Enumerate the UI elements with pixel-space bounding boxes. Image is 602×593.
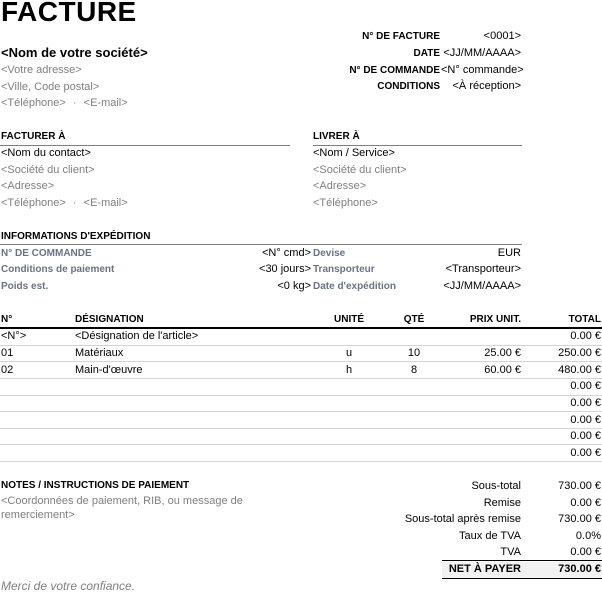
- ship-date-value[interactable]: <JJ/MM/AAAA>: [443, 280, 521, 292]
- currency-label: Devise: [313, 248, 346, 259]
- row-qty: 10: [407, 347, 421, 359]
- row-total: 0.00 €: [570, 447, 601, 459]
- shipping-order-label: N° DE COMMANDE: [1, 248, 92, 259]
- col-header-no: N°: [1, 314, 13, 325]
- ship-to-company: <Société du client>: [313, 164, 407, 176]
- row-designation: <Désignation de l'article>: [75, 330, 199, 342]
- row-unit: h: [345, 364, 353, 376]
- col-header-unit: UNITÉ: [334, 314, 364, 325]
- company-address: <Votre adresse>: [1, 64, 82, 76]
- row-total: 0.00 €: [570, 380, 601, 392]
- ship-to-phone: <Téléphone>: [313, 197, 378, 209]
- table-header-rule: [0, 327, 602, 329]
- separator-dot: ·: [72, 197, 77, 209]
- row-no: <N°>: [1, 330, 27, 342]
- row-total: 0.00 €: [570, 397, 601, 409]
- grand-total-top-rule: [442, 560, 602, 561]
- currency-value[interactable]: EUR: [497, 247, 521, 259]
- shipping-heading: INFORMATIONS D'EXPÉDITION: [1, 231, 151, 242]
- bill-to-contact: <Nom du contact>: [1, 147, 91, 159]
- order-number-label: N° DE COMMANDE: [349, 65, 440, 76]
- invoice-title: FACTURE: [1, 0, 137, 27]
- bill-to-phone: <Téléphone>: [1, 197, 66, 209]
- invoice-date-label: DATE: [413, 48, 440, 59]
- company-contact: [1, 97, 128, 109]
- weight-value[interactable]: <0 kg>: [277, 280, 311, 292]
- row-qty: 8: [410, 364, 418, 376]
- conditions-label: CONDITIONS: [377, 81, 440, 92]
- vat-value: 0.00 €: [570, 546, 601, 558]
- row-divider: [0, 395, 602, 396]
- row-total: 0.00 €: [570, 330, 601, 342]
- row-divider: [0, 378, 602, 379]
- bill-to-company: <Société du client>: [1, 164, 95, 176]
- row-no: 01: [1, 347, 14, 359]
- payment-terms-value[interactable]: <30 jours>: [259, 263, 311, 275]
- vat-label: TVA: [500, 546, 521, 558]
- ship-to-name: <Nom / Service>: [313, 147, 395, 159]
- company-email: <E-mail>: [83, 97, 128, 109]
- bill-to-rule: [0, 145, 290, 146]
- order-number-value[interactable]: <N° commande>: [441, 64, 524, 76]
- ship-to-rule: [313, 145, 522, 146]
- bill-to-address: <Adresse>: [1, 180, 55, 192]
- col-header-designation: DÉSIGNATION: [75, 314, 144, 325]
- company-city: <Ville, Code postal>: [1, 81, 100, 93]
- company-name: <Nom de votre société>: [1, 45, 148, 60]
- row-divider: [0, 345, 602, 346]
- row-divider: [0, 411, 602, 412]
- col-header-total: TOTAL: [568, 314, 601, 325]
- col-header-price: PRIX UNIT.: [469, 314, 521, 325]
- row-divider: [0, 444, 602, 445]
- vat-rate-label: Taux de TVA: [459, 530, 521, 542]
- row-divider: [0, 428, 602, 429]
- notes-line-1: <Coordonnées de paiement, RIB, ou message de: [1, 495, 243, 507]
- row-price: 60.00 €: [484, 364, 521, 376]
- grand-total-bottom-rule: [442, 578, 602, 579]
- col-header-qty: QTÉ: [403, 314, 425, 325]
- invoice-date-value[interactable]: <JJ/MM/AAAA>: [443, 47, 521, 59]
- ship-date-label: Date d'expédition: [313, 281, 396, 292]
- row-designation: Matériaux: [75, 347, 124, 359]
- row-unit: u: [345, 347, 353, 359]
- grand-total-value: 730.00 €: [558, 563, 601, 575]
- carrier-value[interactable]: <Transporteur>: [445, 263, 521, 275]
- row-divider: [0, 461, 602, 462]
- row-total: 0.00 €: [570, 414, 601, 426]
- separator-dot: ·: [72, 97, 77, 109]
- row-divider: [0, 361, 602, 362]
- row-designation: Main-d'œuvre: [75, 364, 143, 376]
- subtotal-after-discount-value: 730.00 €: [558, 513, 601, 525]
- vat-rate-value[interactable]: 0.0%: [575, 530, 601, 542]
- shipping-rule: [0, 244, 522, 245]
- invoice-number-label: N° DE FACTURE: [362, 31, 440, 42]
- subtotal-value: 730.00 €: [558, 480, 601, 492]
- row-total: 480.00 €: [558, 364, 601, 376]
- row-no: 02: [1, 364, 14, 376]
- row-total: 0.00 €: [570, 430, 601, 442]
- conditions-value[interactable]: <À réception>: [452, 80, 521, 92]
- ship-to-address: <Adresse>: [313, 180, 367, 192]
- bill-to-heading: FACTURER À: [1, 131, 66, 142]
- subtotal-label: Sous-total: [471, 480, 521, 492]
- subtotal-after-discount-label: Sous-total après remise: [404, 513, 521, 525]
- bill-to-email: <E-mail>: [83, 197, 128, 209]
- row-price: 25.00 €: [484, 347, 521, 359]
- company-phone: <Téléphone>: [1, 97, 66, 109]
- grand-total-label: NET À PAYER: [448, 563, 521, 575]
- invoice-number-value[interactable]: <0001>: [483, 30, 521, 42]
- row-total: 250.00 €: [558, 347, 601, 359]
- discount-label: Remise: [483, 497, 521, 509]
- notes-line-2: remerciement>: [1, 509, 75, 521]
- discount-value[interactable]: 0.00 €: [570, 497, 601, 509]
- carrier-label: Transporteur: [313, 264, 375, 275]
- ship-to-heading: LIVRER À: [313, 131, 360, 142]
- payment-terms-label: Conditions de paiement: [1, 264, 115, 275]
- weight-label: Poids est.: [1, 281, 49, 292]
- footer-thanks: Merci de votre confiance.: [1, 579, 136, 593]
- bill-to-contact-line: [1, 197, 128, 209]
- shipping-order-value[interactable]: <N° cmd>: [261, 247, 311, 259]
- notes-heading: NOTES / INSTRUCTIONS DE PAIEMENT: [1, 480, 190, 491]
